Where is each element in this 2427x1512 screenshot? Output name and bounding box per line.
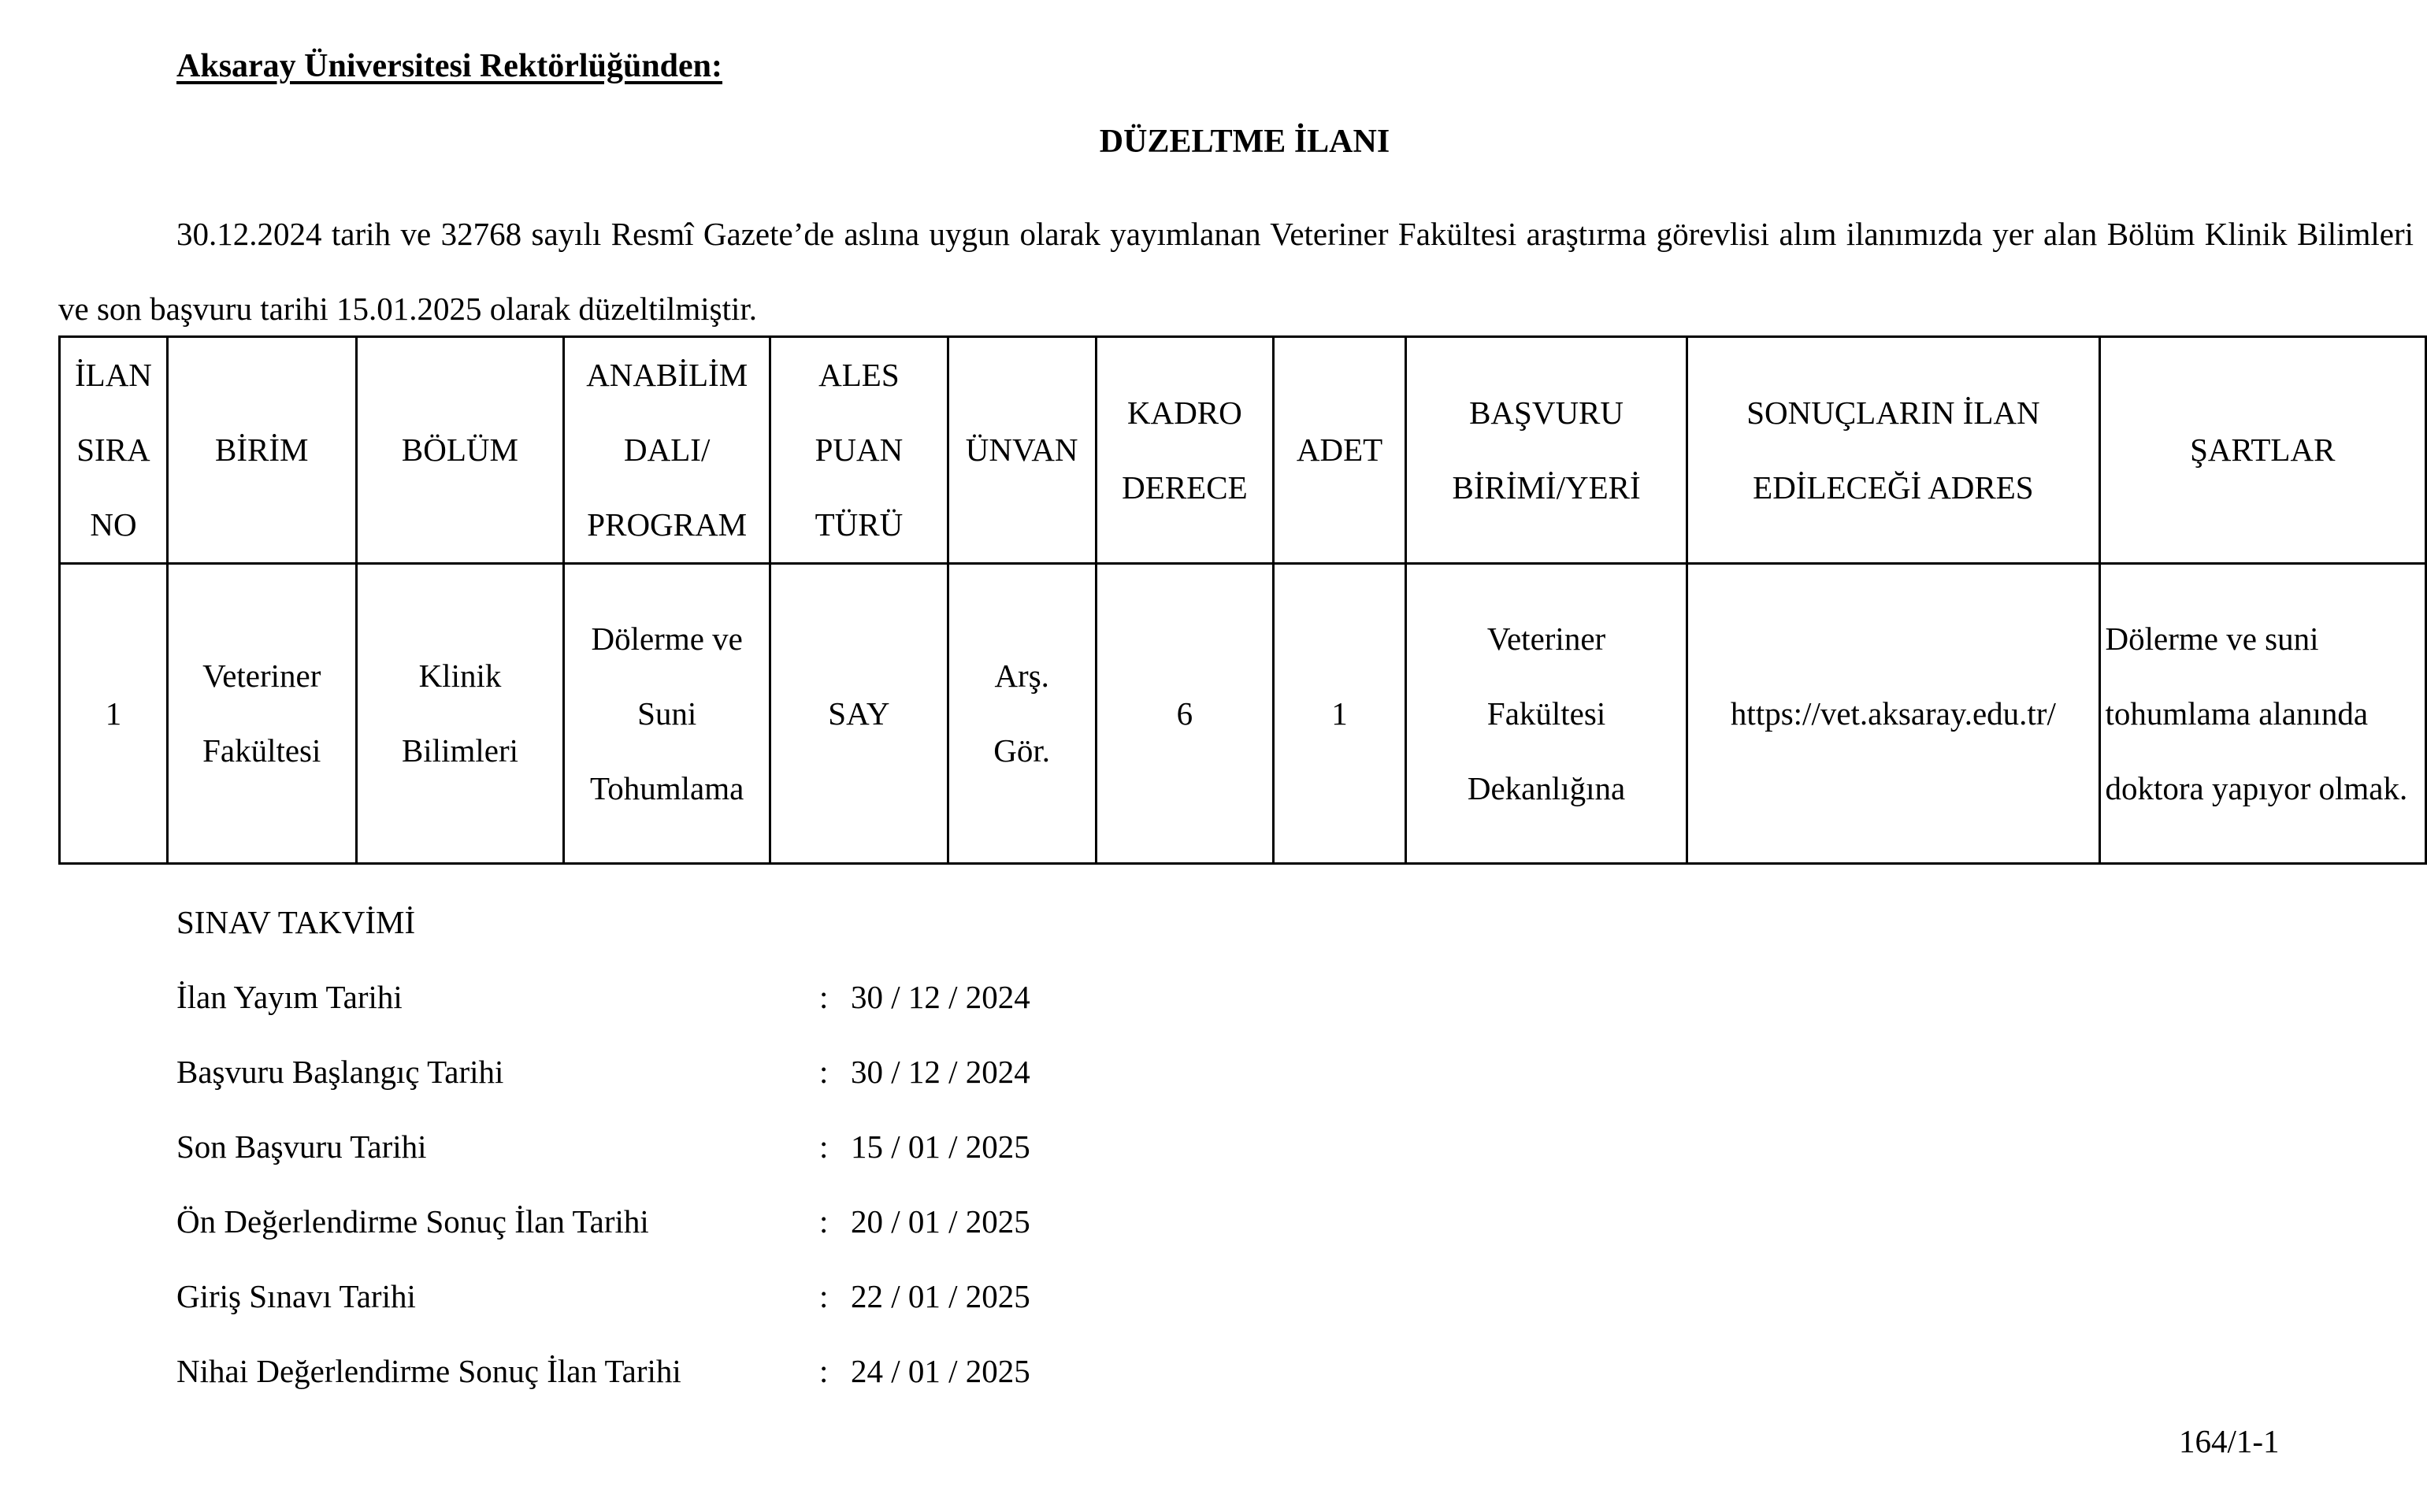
header-cell-basvuru-yeri: BAŞVURU BİRİMİ/YERİ bbox=[1405, 337, 1687, 564]
cell-sira-no: 1 bbox=[60, 564, 168, 864]
schedule-title: SINAV TAKVİMİ bbox=[176, 904, 416, 940]
schedule-colon: : bbox=[819, 1278, 829, 1314]
issuer-heading: Aksaray Üniversitesi Rektörlüğünden: bbox=[176, 48, 723, 84]
cell-anabilim-dali: Dölerme ve Suni Tohumlama bbox=[564, 564, 770, 864]
schedule-colon: : bbox=[819, 1054, 829, 1090]
schedule-value: 15 / 01 / 2025 bbox=[851, 1128, 1030, 1165]
correction-paragraph: 30.12.2024 tarih ve 32768 sayılı Resmî Gazete’de aslına uygun olarak yayımlanan Veteriner Fakültesi araştırma görevlisi alım ilanımızda yer alan Bölüm Klinik Bilimleri ve son başvuru tarihi 15.01.2025 olarak düzeltilmiştir. bbox=[58, 216, 2414, 327]
header-cell-sartlar: ŞARTLAR bbox=[2099, 337, 2426, 564]
header-cell-sira-no: İLAN SIRA NO bbox=[60, 337, 168, 564]
position-table bbox=[58, 335, 2427, 865]
cell-birim: Veteriner Fakültesi bbox=[167, 564, 356, 864]
header-cell-adet: ADET bbox=[1274, 337, 1406, 564]
schedule-label: Ön Değerlendirme Sonuç İlan Tarihi bbox=[176, 1203, 649, 1240]
schedule-row bbox=[176, 1334, 1030, 1409]
schedule-colon: : bbox=[819, 1203, 829, 1240]
schedule-colon: : bbox=[819, 1353, 829, 1389]
header-cell-bolum: BÖLÜM bbox=[356, 337, 564, 564]
cell-bolum: Klinik Bilimleri bbox=[356, 564, 564, 864]
schedule-value: 30 / 12 / 2024 bbox=[851, 1054, 1030, 1090]
schedule-label: Giriş Sınavı Tarihi bbox=[176, 1278, 416, 1314]
schedule-label: Son Başvuru Tarihi bbox=[176, 1128, 427, 1165]
page-number: 164/1-1 bbox=[2179, 1423, 2280, 1459]
document-title: DÜZELTME İLANI bbox=[1099, 124, 1390, 160]
schedule-colon: : bbox=[819, 1128, 829, 1165]
table-row bbox=[60, 564, 2426, 864]
header-cell-anabilim-dali: ANABİLİM DALI/ PROGRAM bbox=[564, 337, 770, 564]
exam-schedule bbox=[176, 885, 1030, 1409]
schedule-row bbox=[176, 1184, 1030, 1259]
schedule-label: Nihai Değerlendirme Sonuç İlan Tarihi bbox=[176, 1353, 681, 1389]
cell-sartlar: Dölerme ve suni tohumlama alanında doktora yapıyor olmak. bbox=[2099, 564, 2426, 864]
schedule-label: İlan Yayım Tarihi bbox=[176, 979, 403, 1015]
schedule-colon: : bbox=[819, 979, 829, 1015]
schedule-row bbox=[176, 960, 1030, 1035]
header-cell-unvan: ÜNVAN bbox=[948, 337, 1096, 564]
cell-unvan: Arş. Gör. bbox=[948, 564, 1096, 864]
schedule-label: Başvuru Başlangıç Tarihi bbox=[176, 1054, 504, 1090]
schedule-value: 24 / 01 / 2025 bbox=[851, 1353, 1030, 1389]
cell-adet: 1 bbox=[1274, 564, 1406, 864]
schedule-row bbox=[176, 1035, 1030, 1110]
cell-basvuru-yeri: Veteriner Fakültesi Dekanlığına bbox=[1405, 564, 1687, 864]
schedule-row bbox=[176, 1110, 1030, 1184]
header-cell-kadro-derece: KADRO DERECE bbox=[1096, 337, 1274, 564]
schedule-row bbox=[176, 1259, 1030, 1334]
schedule-value: 22 / 01 / 2025 bbox=[851, 1278, 1030, 1314]
header-cell-adres: SONUÇLARIN İLAN EDİLECEĞİ ADRES bbox=[1687, 337, 2099, 564]
header-cell-birim: BİRİM bbox=[167, 337, 356, 564]
header-cell-ales: ALES PUAN TÜRÜ bbox=[770, 337, 948, 564]
cell-adres: https://vet.aksaray.edu.tr/ bbox=[1687, 564, 2099, 864]
schedule-value: 20 / 01 / 2025 bbox=[851, 1203, 1030, 1240]
table-header-row bbox=[60, 337, 2426, 564]
cell-ales: SAY bbox=[770, 564, 948, 864]
cell-kadro-derece: 6 bbox=[1096, 564, 1274, 864]
schedule-value: 30 / 12 / 2024 bbox=[851, 979, 1030, 1015]
